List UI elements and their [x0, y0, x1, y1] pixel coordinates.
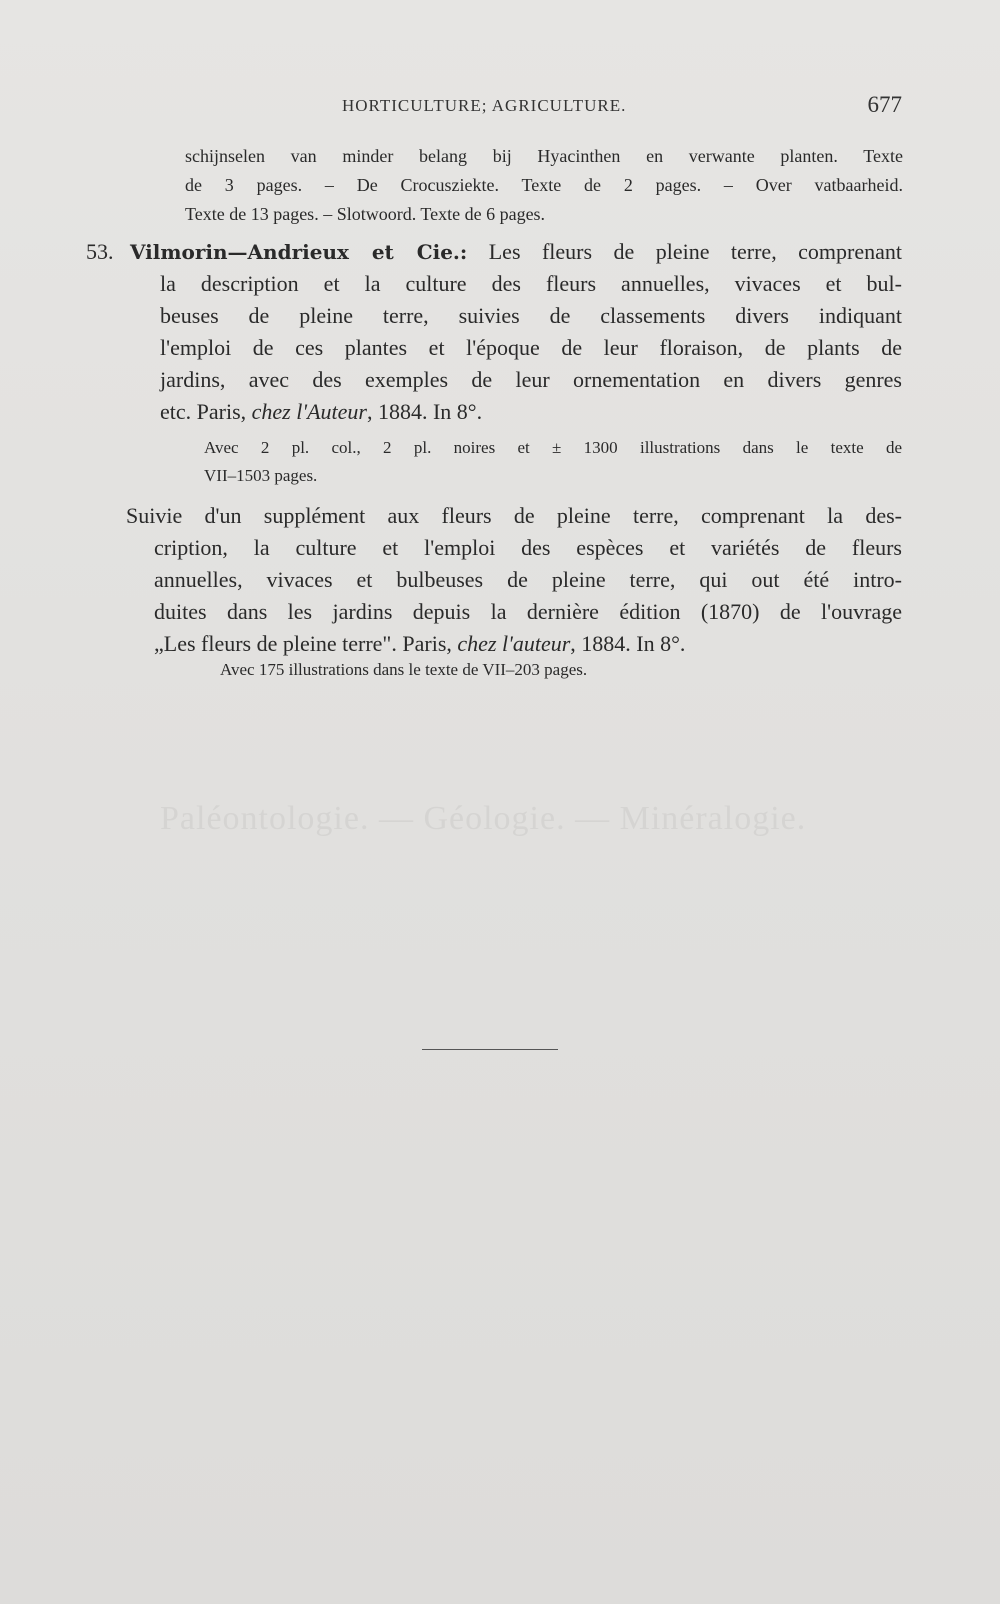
entry-line: jardins, avec des exemples de leur ornementation en divers genres	[160, 367, 902, 392]
continuation-line: de 3 pages. – De Crocusziekte. Texte de 2 pages. – Over vatbaarheid.	[185, 175, 903, 195]
continuation-paragraph	[185, 142, 903, 229]
entry-line: beuses de pleine terre, suivies de classements divers indiquant	[160, 303, 902, 328]
note-line: VII–1503 pages.	[204, 466, 318, 485]
note-line: Avec 175 illustrations dans le texte de VII–203 pages.	[220, 660, 588, 679]
supplement-line: Suivie d'un supplément aux fleurs de pleine terre, comprenant la des-	[126, 503, 902, 528]
continuation-line: schijnselen van minder belang bij Hyacinthen en verwante planten. Texte	[185, 146, 903, 166]
page-number: 677	[867, 92, 902, 117]
supplement-line: duites dans les jardins depuis la dernière édition (1870) de l'ouvrage	[154, 599, 902, 624]
section-end-rule	[422, 1049, 558, 1050]
continuation-line: Texte de 13 pages. – Slotwoord. Texte de 6 pages.	[185, 204, 546, 224]
supplement-publisher: chez l'auteur	[457, 631, 571, 656]
entry-53	[86, 236, 902, 428]
entry-line: l'emploi de ces plantes et l'époque de leur floraison, de plants de	[160, 335, 902, 360]
entry-line: la description et la culture des fleurs annuelles, vivaces et bul-	[160, 271, 902, 296]
note-line: Avec 2 pl. col., 2 pl. noires et ± 1300 illustrations dans le texte de	[204, 438, 902, 457]
supplement-imprint-post: , 1884. In 8°.	[570, 631, 686, 656]
entry-53-note	[204, 434, 902, 490]
bleed-through-text: Paléontologie. — Géologie. — Minéralogie.	[160, 800, 807, 837]
entry-imprint-post: , 1884. In 8°.	[366, 399, 483, 424]
supplement-note	[220, 656, 760, 684]
entry-first-line	[86, 236, 902, 268]
entry-author: Vilmorin—Andrieux et Cie.:	[130, 240, 468, 264]
entry-publisher: chez l'Auteur	[251, 399, 367, 424]
entry-imprint-line	[86, 396, 902, 428]
running-header	[120, 92, 902, 128]
supplement-paragraph	[126, 500, 902, 660]
supplement-imprint-pre: „Les fleurs de pleine terre". Paris,	[154, 631, 452, 656]
entry-title-start: Les fleurs de pleine terre, comprenant	[488, 239, 902, 264]
header-title: HORTICULTURE; AGRICULTURE.	[342, 96, 627, 115]
supplement-line: annuelles, vivaces et bulbeuses de pleine terre, qui out été intro-	[154, 567, 902, 592]
entry-number: 53.	[86, 239, 114, 264]
entry-imprint-pre: etc. Paris,	[160, 399, 247, 424]
supplement-line: cription, la culture et l'emploi des espèces et variétés de fleurs	[154, 535, 902, 560]
